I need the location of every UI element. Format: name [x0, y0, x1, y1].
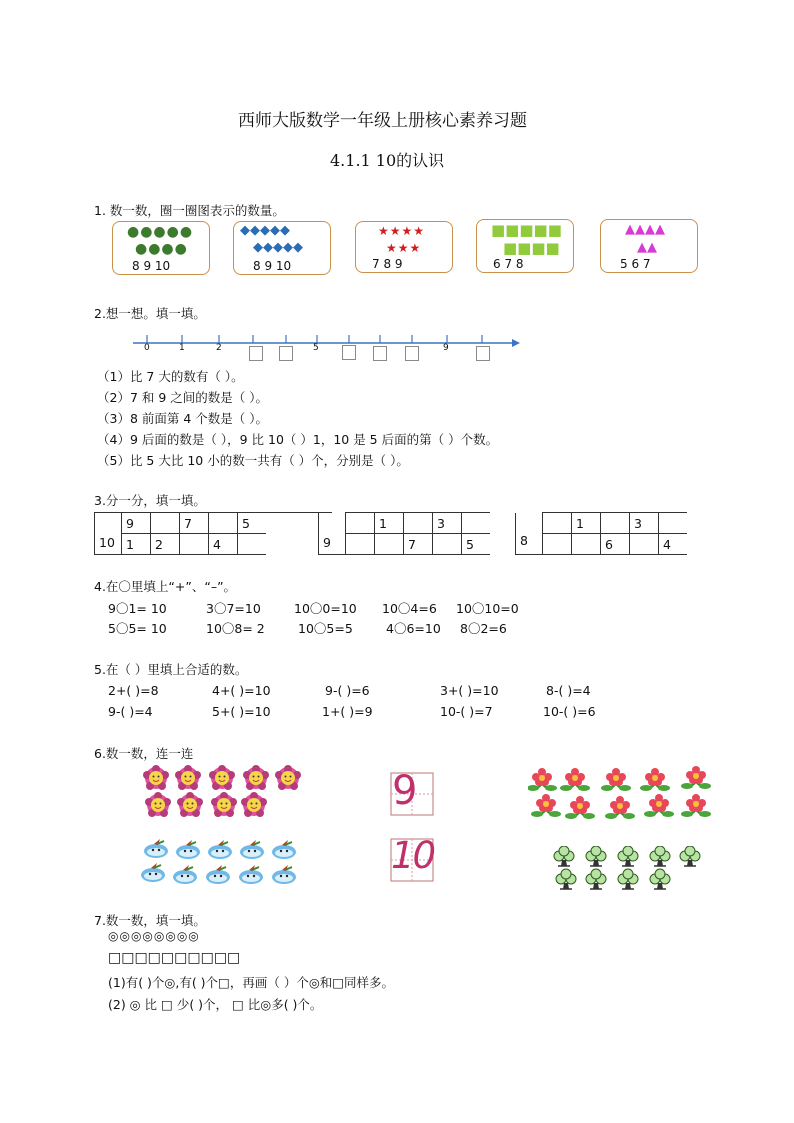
table-total: 9: [319, 513, 346, 555]
green-circle-row: ●●●●●: [127, 224, 194, 240]
table-cell[interactable]: [433, 534, 462, 555]
q1-group-5: [600, 219, 698, 273]
green-square-row: ■■■■: [503, 239, 560, 257]
count-options: 5 6 7: [620, 257, 651, 271]
table-cell: 4: [209, 534, 238, 555]
q4-heading: 4.在〇里填上“+”、“–”。: [94, 579, 237, 594]
blank-box[interactable]: [373, 346, 387, 361]
squares-row: □□□□□□□□□□: [108, 950, 241, 966]
blank-box[interactable]: [405, 346, 419, 361]
q2-item: （5）比 5 大比 10 小的数一共有（ ）个，分别是（ ）。: [97, 453, 409, 468]
decompose-table-10: [94, 512, 332, 555]
table-cell[interactable]: [543, 513, 572, 534]
blank-box[interactable]: [279, 346, 293, 361]
tick-label: 5: [313, 343, 319, 353]
equation: 5+( )=10: [212, 704, 271, 719]
blank-box[interactable]: [342, 345, 356, 360]
q2-item: （4）9 后面的数是（ ），9 比 10（ ）1，10 是 5 后面的第（ ）个数。: [97, 432, 499, 447]
equation: 8〇2=6: [460, 621, 507, 636]
blank-box[interactable]: [476, 346, 490, 361]
blue-diamond-row: ◆◆◆◆◆: [253, 240, 303, 255]
equation: 10〇8= 2: [206, 621, 265, 636]
table-cell: 7: [180, 513, 209, 534]
table-cell[interactable]: [151, 513, 180, 534]
equation: 10〇5=5: [298, 621, 353, 636]
equation: 1+( )=9: [322, 704, 373, 719]
table-cell[interactable]: [462, 513, 491, 534]
q3-heading: 3.分一分，填一填。: [94, 493, 206, 508]
table-cell[interactable]: [659, 513, 688, 534]
red-star-row: ★★★: [386, 241, 422, 255]
table-cell[interactable]: [601, 513, 630, 534]
blank-box[interactable]: [249, 346, 263, 361]
table-cell[interactable]: [346, 534, 375, 555]
q7-item: (1)有( )个◎,有( )个□，再画（ ）个◎和□同样多。: [108, 975, 395, 990]
q2-item: （1）比 7 大的数有（ ）。: [97, 369, 244, 384]
table-cell[interactable]: [238, 534, 267, 555]
equation: 10-( )=7: [440, 704, 493, 719]
red-flowers-group: [528, 764, 718, 822]
table-cell[interactable]: [572, 534, 601, 555]
equation: 4〇6=10: [386, 621, 441, 636]
q2-heading: 2.想一想。填一填。: [94, 306, 206, 321]
equation: 10〇0=10: [294, 601, 357, 616]
table-cell: 5: [462, 534, 491, 555]
tick-label: 9: [443, 343, 449, 353]
table-cell[interactable]: [180, 534, 209, 555]
pink-triangle-row: ▲▲: [637, 240, 657, 255]
table-cell: 1: [572, 513, 601, 534]
equation: 2+( )=8: [108, 683, 159, 698]
table-cell[interactable]: [630, 534, 659, 555]
decompose-table-8: [515, 512, 687, 555]
tick-label: 1: [179, 343, 185, 353]
equation: 3〇7=10: [206, 601, 261, 616]
decompose-table-9: [318, 512, 490, 555]
digit-9: 9: [392, 768, 418, 814]
birds-group: [138, 836, 308, 888]
tick-label: 2: [216, 343, 222, 353]
red-star-row: ★★★★: [378, 224, 426, 238]
count-options: 8 9 10: [253, 259, 292, 273]
q6-heading: 6.数一数，连一连: [94, 746, 194, 761]
table-cell: 3: [630, 513, 659, 534]
table-cell[interactable]: [543, 534, 572, 555]
q5-heading: 5.在（ ）里填上合适的数。: [94, 662, 248, 677]
equation: 9-( )=4: [108, 704, 153, 719]
equation: 8-( )=4: [546, 683, 591, 698]
page-title: 西师大版数学一年级上册核心素养习题: [238, 111, 527, 131]
table-cell[interactable]: [404, 513, 433, 534]
table-cell: 4: [659, 534, 688, 555]
q1-group-3: [355, 221, 453, 273]
count-options: 7 8 9: [372, 257, 403, 271]
table-total: 10: [95, 513, 122, 555]
table-cell[interactable]: [209, 513, 238, 534]
equation: 10〇4=6: [382, 601, 437, 616]
digit-10: 10: [391, 834, 435, 877]
count-options: 8 9 10: [132, 259, 171, 273]
equation: 5〇5= 10: [108, 621, 167, 636]
table-cell: 6: [601, 534, 630, 555]
equation: 10〇10=0: [456, 601, 519, 616]
equation: 9-( )=6: [325, 683, 370, 698]
equation: 3+( )=10: [440, 683, 499, 698]
count-options: 6 7 8: [493, 257, 524, 271]
face-flowers-group: [140, 765, 310, 820]
table-cell: 9: [122, 513, 151, 534]
table-cell: 5: [238, 513, 267, 534]
table-cell: 7: [404, 534, 433, 555]
number-line: [128, 332, 528, 362]
q1-group-1: [112, 221, 210, 275]
q7-heading: 7.数一数，填一填。: [94, 913, 206, 928]
circles-row: ◎◎◎◎◎◎◎◎: [108, 929, 200, 943]
blue-diamond-row: ◆◆◆◆◆: [240, 223, 290, 238]
trees-group: [548, 846, 708, 892]
q1-heading: 1. 数一数，圈一圈图表示的数量。: [94, 203, 285, 218]
q2-item: （2）7 和 9 之间的数是（ ）。: [97, 390, 269, 405]
table-total: 8: [516, 513, 543, 555]
table-cell[interactable]: [346, 513, 375, 534]
green-square-row: ■■■■■: [491, 221, 562, 239]
q1-group-2: [233, 221, 331, 275]
equation: 9〇1= 10: [108, 601, 167, 616]
equation: 4+( )=10: [212, 683, 271, 698]
q7-item: (2) ◎ 比 □ 少( )个， □ 比◎多( )个。: [108, 997, 323, 1012]
q1-group-4: [476, 219, 574, 273]
table-cell: 3: [433, 513, 462, 534]
tick-label: 0: [144, 343, 150, 353]
q2-item: （3）8 前面第 4 个数是（ ）。: [97, 411, 269, 426]
pink-triangle-row: ▲▲▲▲: [625, 222, 665, 237]
table-cell: 2: [151, 534, 180, 555]
equation: 10-( )=6: [543, 704, 596, 719]
table-cell: 1: [375, 513, 404, 534]
green-circle-row: ●●●●: [135, 241, 188, 257]
table-cell[interactable]: [375, 534, 404, 555]
table-cell: 1: [122, 534, 151, 555]
page-subtitle: 4.1.1 10的认识: [330, 151, 445, 170]
